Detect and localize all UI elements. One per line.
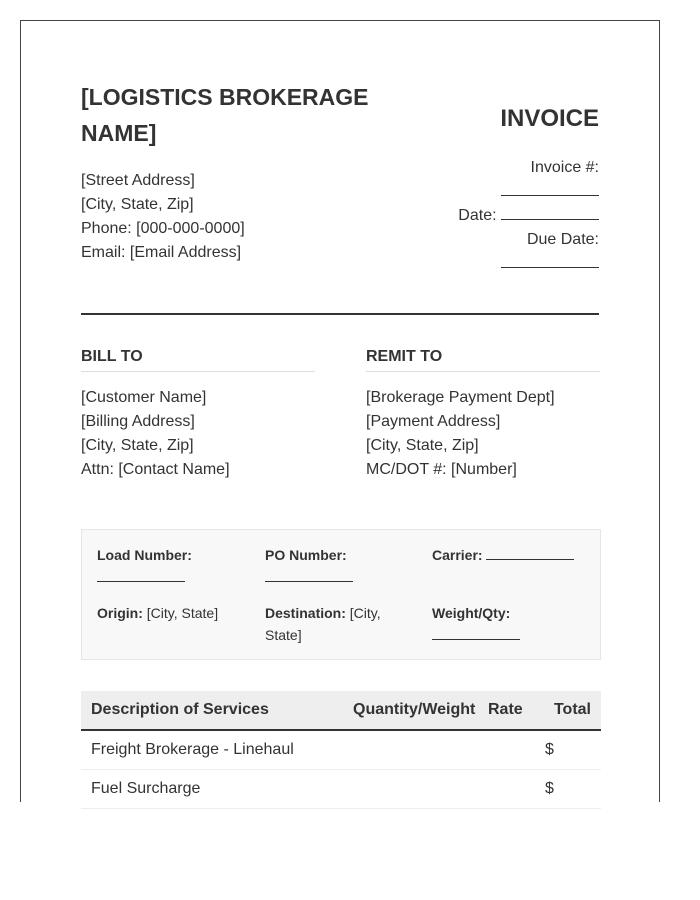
po-number-label: PO Number: — [265, 547, 347, 563]
invoice-date-label: Date: — [458, 207, 497, 224]
company-address-block — [81, 169, 245, 265]
invoice-page — [20, 20, 660, 802]
po-number-blank — [265, 580, 353, 582]
service-description: Freight Brokerage - Linehaul — [81, 730, 343, 770]
services-table — [81, 691, 601, 809]
destination-label: Destination: — [265, 605, 346, 621]
po-number-field — [265, 544, 415, 588]
service-description: Fuel Surcharge — [81, 770, 343, 809]
company-street: [Street Address] — [81, 172, 195, 189]
carrier-blank — [486, 558, 574, 560]
service-total: $ — [535, 730, 601, 770]
column-header-quantity: Quantity/Weight — [343, 691, 478, 730]
services-header-row — [81, 691, 601, 730]
bill-to-block — [81, 386, 230, 482]
carrier-label: Carrier: — [432, 547, 483, 563]
service-rate — [478, 770, 535, 809]
bill-to-line: [Customer Name] — [81, 389, 207, 406]
table-row — [81, 730, 601, 770]
origin-value: [City, State] — [146, 605, 219, 621]
load-number-field — [97, 544, 247, 588]
weight-blank — [432, 638, 520, 640]
origin-label: Origin: — [97, 605, 143, 621]
due-date-label: Due Date: — [526, 231, 599, 248]
header-divider — [81, 313, 599, 315]
column-header-description: Description of Services — [81, 691, 343, 730]
destination-field — [265, 602, 395, 646]
bill-to-heading: BILL TO — [81, 348, 315, 372]
column-header-total: Total — [535, 691, 601, 730]
invoice-number-label: Invoice #: — [530, 159, 599, 176]
table-row — [81, 770, 601, 809]
company-phone: Phone: [000-000-0000] — [81, 220, 245, 237]
invoice-title: INVOICE — [500, 105, 599, 132]
destination-value: [City, State] — [265, 605, 381, 643]
company-city: [City, State, Zip] — [81, 196, 194, 213]
service-rate — [478, 730, 535, 770]
bill-to-line: [City, State, Zip] — [81, 437, 194, 454]
remit-to-line: [City, State, Zip] — [366, 437, 479, 454]
weight-label: Weight/Qty: — [432, 605, 511, 621]
weight-field — [432, 602, 582, 646]
remit-to-line: [Brokerage Payment Dept] — [366, 389, 555, 406]
invoice-date-row — [458, 207, 599, 225]
due-date-blank — [501, 255, 599, 273]
load-number-label: Load Number: — [97, 547, 192, 563]
remit-to-line: [Payment Address] — [366, 413, 501, 430]
invoice-date-blank — [501, 218, 599, 220]
origin-field — [97, 602, 247, 624]
remit-to-heading: REMIT TO — [366, 348, 600, 372]
company-name: [LOGISTICS BROKERAGE NAME] — [81, 84, 369, 146]
service-quantity — [343, 770, 478, 809]
service-quantity — [343, 730, 478, 770]
column-header-rate: Rate — [478, 691, 535, 730]
service-total: $ — [535, 770, 601, 809]
bill-to-line: [Billing Address] — [81, 413, 195, 430]
invoice-number-blank — [501, 183, 599, 201]
remit-to-block — [366, 386, 555, 482]
company-email: Email: [Email Address] — [81, 244, 242, 261]
carrier-field — [432, 544, 597, 566]
bill-to-line: Attn: [Contact Name] — [81, 461, 230, 478]
shipment-details-box — [81, 529, 601, 660]
load-number-blank — [97, 580, 185, 582]
remit-to-line: MC/DOT #: [Number] — [366, 461, 517, 478]
